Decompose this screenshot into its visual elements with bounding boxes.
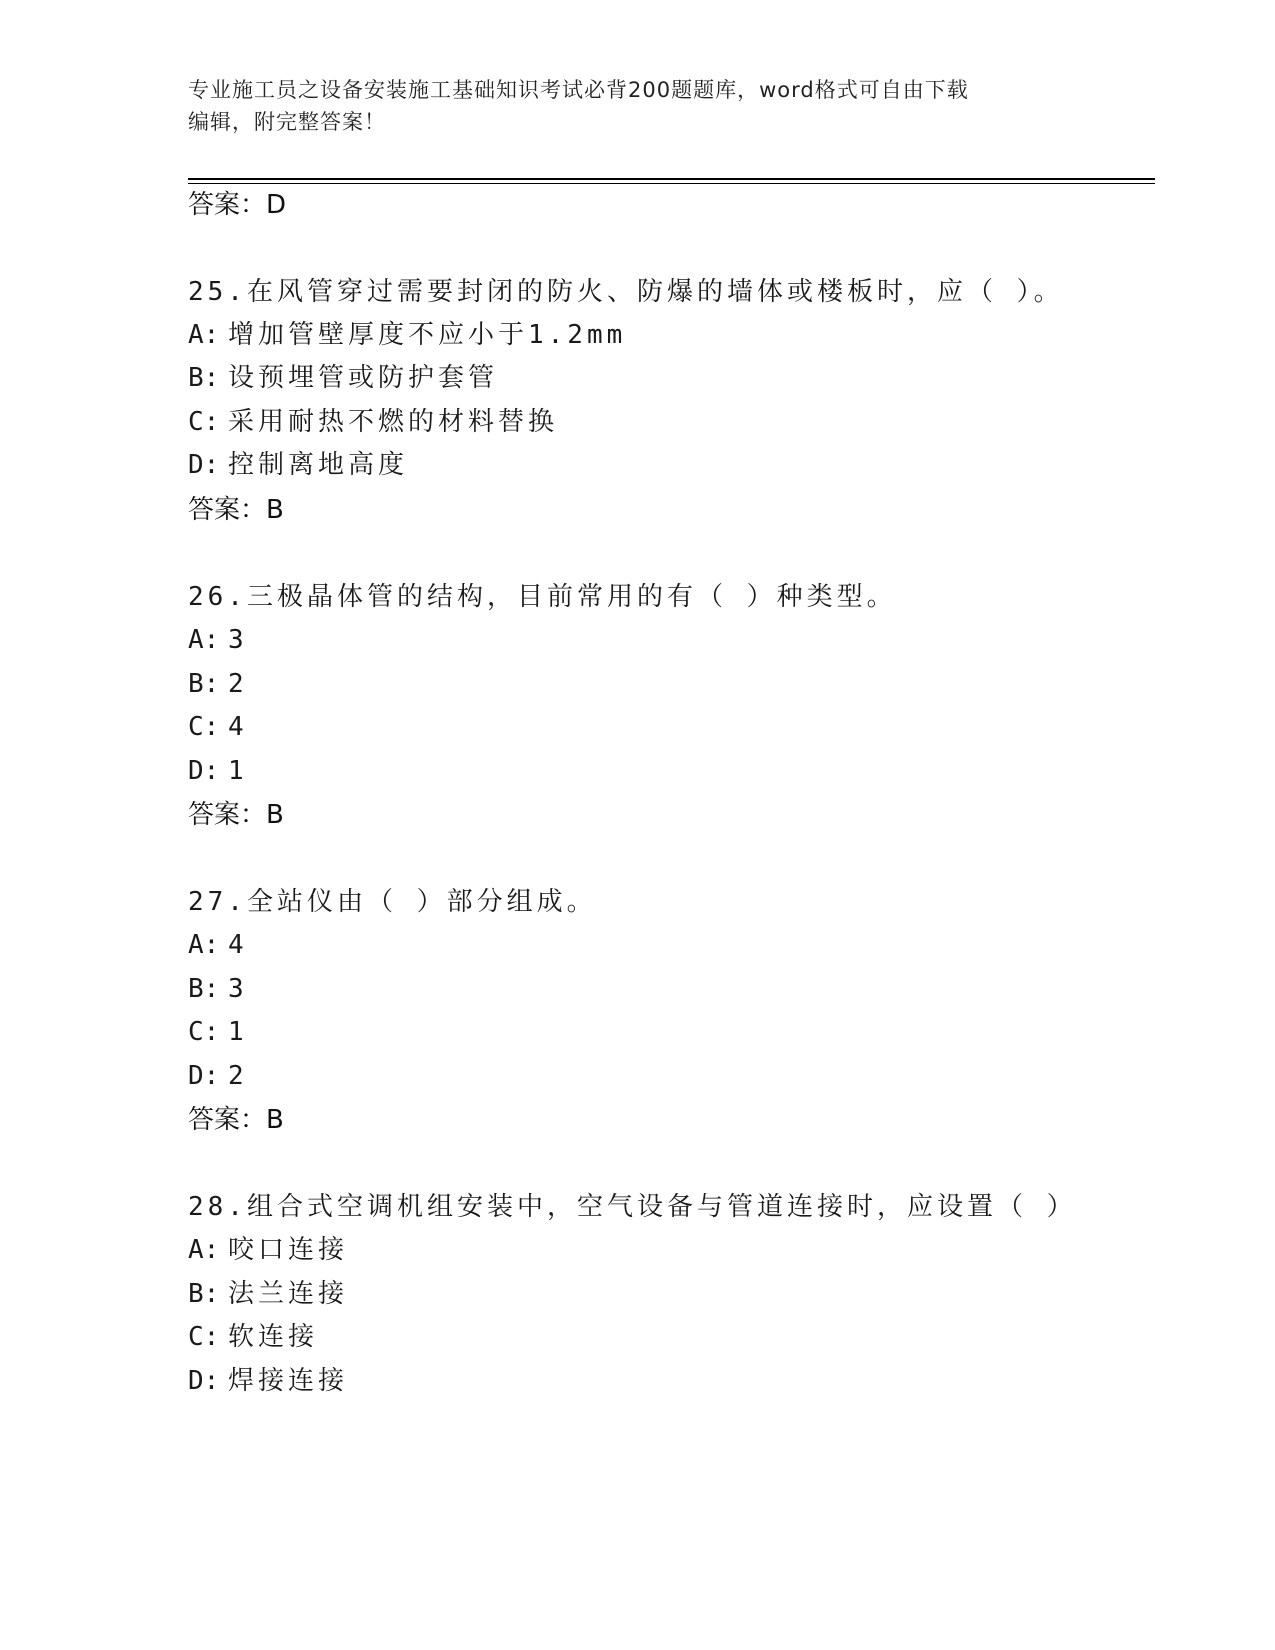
question-28-option-b	[188, 1274, 348, 1314]
option-key: C:	[188, 1322, 220, 1352]
question-26-option-d	[188, 751, 248, 791]
option-text: 软连接	[228, 1322, 319, 1352]
option-text: 2	[228, 669, 248, 699]
option-key: C:	[188, 712, 220, 742]
question-28-option-c	[188, 1317, 318, 1357]
question-27-answer: 答案：B	[188, 1105, 284, 1135]
question-27-option-a	[188, 925, 248, 965]
question-25-option-d	[188, 445, 408, 485]
option-key: B:	[188, 363, 220, 393]
question-26-option-b	[188, 664, 248, 704]
question-25-answer: 答案：B	[188, 495, 284, 525]
option-text: 4	[228, 930, 248, 960]
document-header	[188, 74, 1068, 138]
question-27-option-b	[188, 969, 248, 1009]
header-rule-thick	[188, 178, 1155, 180]
question-26: 26.三极晶体管的结构，目前常用的有（ ）种类型。	[188, 582, 897, 612]
question-27-option-d	[188, 1056, 248, 1096]
question-25: 25.在风管穿过需要封闭的防火、防爆的墙体或楼板时，应（ ）。	[188, 277, 1064, 307]
question-26-answer: 答案：B	[188, 800, 284, 830]
question-25-option-b	[188, 358, 498, 398]
option-key: B:	[188, 1279, 220, 1309]
previous-answer: 答案：D	[188, 190, 287, 220]
option-text: 1	[228, 1017, 248, 1047]
option-text: 采用耐热不燃的材料替换	[228, 407, 559, 437]
option-key: D:	[188, 756, 220, 786]
option-key: B:	[188, 974, 220, 1004]
question-28-option-d	[188, 1361, 348, 1401]
header-title-line-1: 专业施工员之设备安装施工基础知识考试必背200题题库，word格式可自由下载	[188, 78, 969, 102]
question-27: 27.全站仪由（ ）部分组成。	[188, 887, 597, 917]
option-text: 咬口连接	[228, 1235, 349, 1265]
option-key: C:	[188, 407, 220, 437]
option-text: 3	[228, 974, 248, 1004]
option-key: D:	[188, 450, 220, 480]
question-28: 28.组合式空调机组安装中，空气设备与管道连接时，应设置（ ）	[188, 1192, 1077, 1222]
option-text: 4	[228, 712, 248, 742]
question-26-option-c	[188, 707, 248, 747]
option-key: A:	[188, 930, 220, 960]
option-key: D:	[188, 1061, 220, 1091]
option-text: 控制离地高度	[228, 450, 409, 480]
option-text: 增加管壁厚度不应小于1.2mm	[228, 320, 627, 350]
question-27-option-c	[188, 1012, 248, 1052]
option-text: 法兰连接	[228, 1279, 349, 1309]
header-rule-thin	[188, 183, 1155, 184]
option-key: B:	[188, 669, 220, 699]
option-key: D:	[188, 1366, 220, 1396]
option-key: C:	[188, 1017, 220, 1047]
question-25-option-a	[188, 315, 626, 355]
option-key: A:	[188, 320, 220, 350]
option-text: 焊接连接	[228, 1366, 349, 1396]
question-25-option-c	[188, 402, 558, 442]
option-text: 3	[228, 625, 248, 655]
option-text: 2	[228, 1061, 248, 1091]
option-text: 设预埋管或防护套管	[228, 363, 499, 393]
header-title-line-2: 编辑，附完整答案！	[188, 110, 386, 134]
option-key: A:	[188, 625, 220, 655]
question-26-option-a	[188, 620, 248, 660]
option-key: A:	[188, 1235, 220, 1265]
option-text: 1	[228, 756, 248, 786]
question-28-option-a	[188, 1230, 348, 1270]
